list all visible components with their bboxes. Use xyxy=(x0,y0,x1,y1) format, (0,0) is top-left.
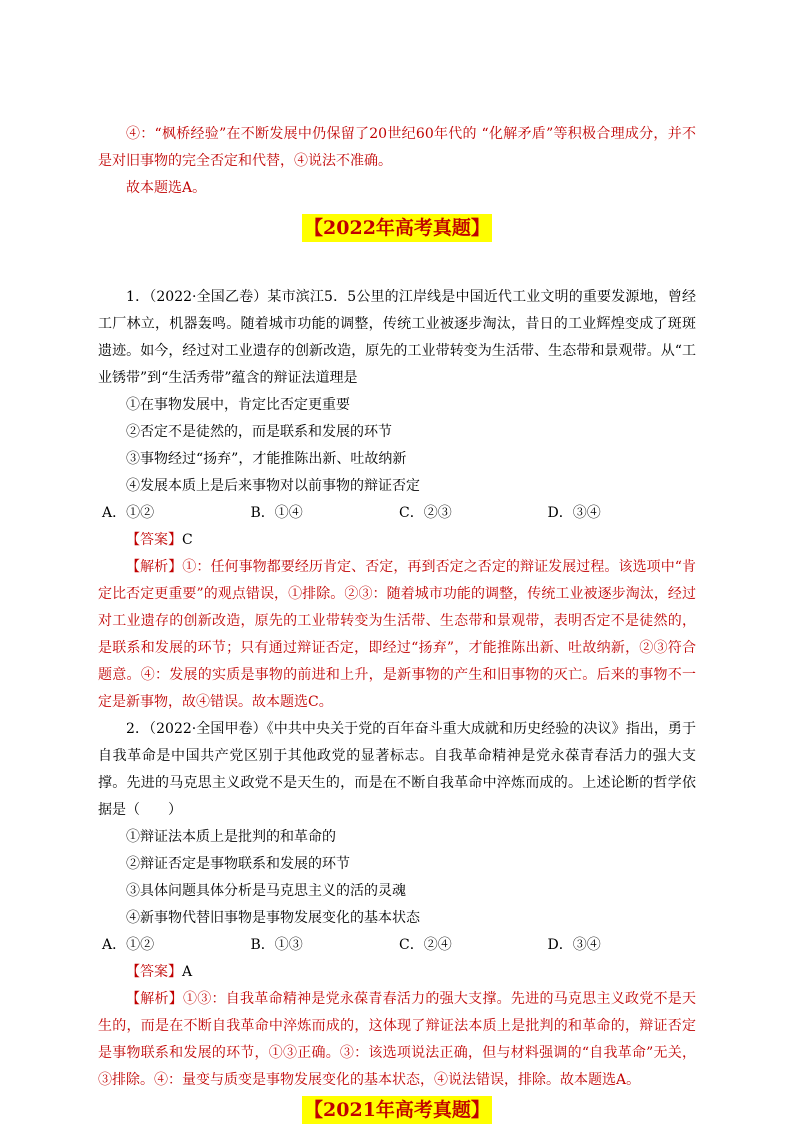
section-banner-2022: 【2022年高考真题】 xyxy=(302,214,492,242)
section-banner-2021-wrap xyxy=(98,1096,696,1124)
question-1-item: ②否定不是徒然的，而是联系和发展的环节 xyxy=(126,424,392,440)
option-d: D．③④ xyxy=(547,937,601,953)
option-c: C．②③ xyxy=(399,505,452,521)
question-2-options xyxy=(98,932,696,959)
question-2-analysis xyxy=(98,986,696,1094)
question-2-item: ④新事物代替旧事物是事物发展变化的基本状态 xyxy=(126,910,420,926)
question-2-answer xyxy=(98,959,696,986)
option-c: C．②④ xyxy=(399,937,452,953)
analysis-text: ①：任何事物都要经历肯定、否定，再到否定之否定的辩证发展过程。该选项中“肯定比否定更重要”的观点错误，①排除。②③：随着城市功能的调整，传统工业被逐步淘汰，经过对工业遗存的创新改造，原先的工业带转变为生活带、生态带和景观带，表明否定不是徒然的，是联系和发展的环节；只有通过辩证否定，即经过“扬弃”，才能推陈出新、吐故纳新，②③符合题意。④：发展的实质是事物的前进和上升，是新事物的产生和旧事物的灭亡。后来的事物不一定是新事物，故④错误。故本题选C。 xyxy=(98,559,697,710)
question-1 xyxy=(98,284,696,716)
question-2-stem: 2．（2022·全国甲卷）《中共中央关于党的百年奋斗重大成就和历史经验的决议》指出，勇于自我革命是中国共产党区别于其他政党的显著标志。自我革命精神是党永葆青春活力的强大支撑。先进的马克思主义政党不是天生的，而是在不断自我革命中淬炼而成的。上述论断的哲学依据是（ ） xyxy=(98,721,696,818)
option-d: D．③④ xyxy=(547,505,601,521)
option-a: A．①② xyxy=(102,937,155,953)
question-1-item: ③事物经过“扬弃”，才能推陈出新、吐故纳新 xyxy=(126,451,407,467)
question-2-item: ①辩证法本质上是批判的和革命的 xyxy=(126,829,336,845)
question-1-answer xyxy=(98,527,696,554)
top-conclusion: 故本题选A。 xyxy=(126,180,207,196)
option-b: B．①③ xyxy=(250,937,303,953)
answer-label: 【答案】 xyxy=(126,532,182,548)
section-banner-2021: 【2021年高考真题】 xyxy=(302,1096,492,1124)
question-2 xyxy=(98,716,696,1094)
top-analysis-line: ④：“枫桥经验”在不断发展中仍保留了20世纪60年代的 “化解矛盾”等积极合理成分，并不是对旧事物的完全否定和代替，④说法不准确。 xyxy=(98,126,696,169)
question-1-options xyxy=(98,500,696,527)
answer-value: A xyxy=(182,964,193,980)
question-1-stem: 1．（2022·全国乙卷）某市滨江5．5公里的江岸线是中国近代工业文明的重要发源地，曾经工厂林立，机器轰鸣。随着城市功能的调整，传统工业被逐步淘汰，昔日的工业辉煌变成了斑斑遗迹。如今，经过对工业遗存的创新改造，原先的工业带转变为生活带、生态带和景观带。从“工业锈带”到“生活秀带”蕴含的辩证法道理是 xyxy=(98,289,696,386)
answer-value: C xyxy=(182,532,193,548)
analysis-label: 【解析】 xyxy=(126,559,183,575)
analysis-text: ①③：自我革命精神是党永葆青春活力的强大支撑。先进的马克思主义政党不是天生的，而是在不断自我革命中淬炼而成的，这体现了辩证法本质上是批判的和革命的，辩证否定是事物联系和发展的环节，①③正确。③：该选项说法正确，但与材料强调的“自我革命”无关，③排除。④：量变与质变是事物发展变化的基本状态，④说法错误，排除。故本题选A。 xyxy=(98,991,697,1088)
option-a: A．①② xyxy=(102,505,155,521)
question-1-item: ④发展本质上是后来事物对以前事物的辩证否定 xyxy=(126,478,420,494)
option-b: B．①④ xyxy=(250,505,303,521)
answer-label: 【答案】 xyxy=(126,964,182,980)
question-1-item: ①在事物发展中，肯定比否定更重要 xyxy=(126,397,350,413)
question-2-item: ②辩证否定是事物联系和发展的环节 xyxy=(126,856,350,872)
question-2-item: ③具体问题具体分析是马克思主义的活的灵魂 xyxy=(126,883,406,899)
analysis-label: 【解析】 xyxy=(126,991,184,1007)
question-1-analysis xyxy=(98,554,696,716)
section-banner-2022-wrap xyxy=(98,214,696,242)
